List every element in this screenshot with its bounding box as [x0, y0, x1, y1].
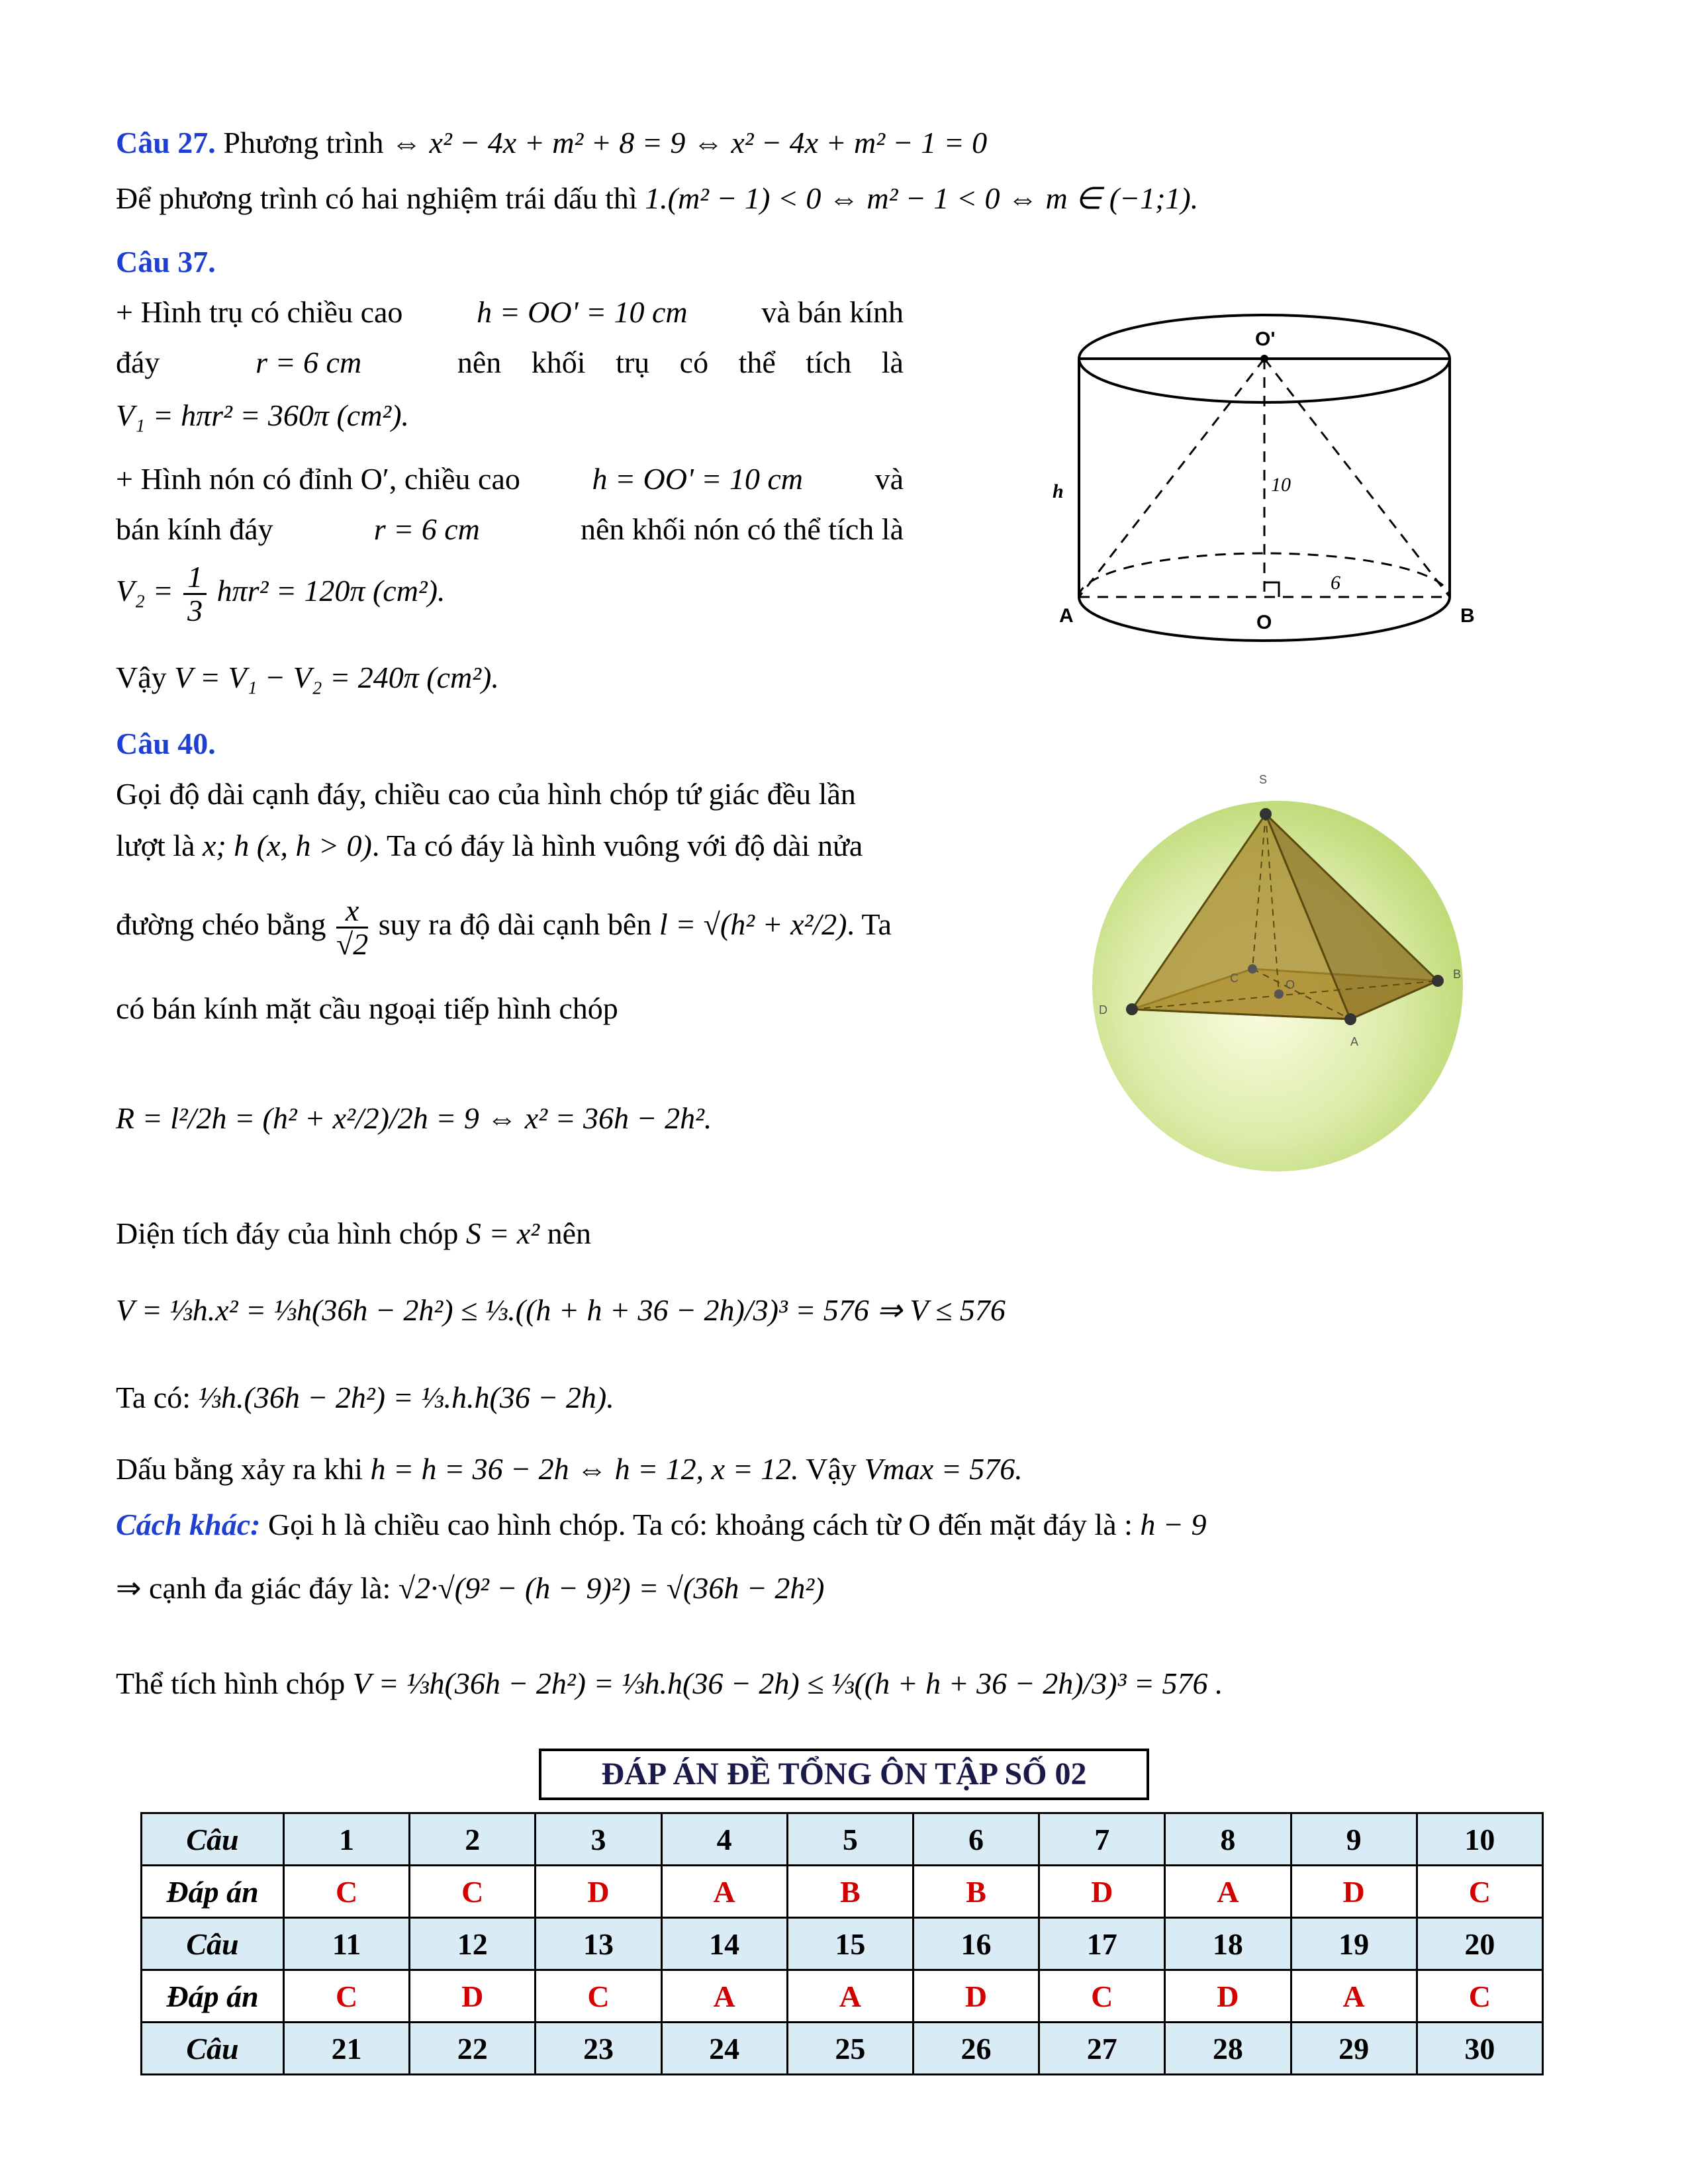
- answer-cell: A: [1291, 1970, 1417, 2023]
- q27-line2: [116, 179, 1198, 218]
- q37-p2a-math: h = OO' = 10 cm: [592, 462, 803, 496]
- q37-p2b-text: bán kính đáy: [116, 512, 273, 546]
- label-s: S: [1259, 773, 1268, 786]
- table-row: [142, 2023, 1543, 2075]
- q-num: 8: [1165, 1813, 1291, 1866]
- answer-cell: D: [536, 1866, 661, 1918]
- q-label: Câu: [142, 1813, 284, 1866]
- q-num: 7: [1039, 1813, 1165, 1866]
- point-a: [1344, 1013, 1356, 1025]
- answer-cell: C: [284, 1970, 410, 2023]
- q40-vay: Vậy: [806, 1452, 857, 1486]
- q37-v2-num: 1: [183, 561, 207, 595]
- q40-area-end: nên: [547, 1216, 592, 1250]
- answer-cell: D: [913, 1970, 1039, 2023]
- answer-table: [140, 1812, 1544, 2075]
- q37-p1b: [116, 343, 904, 383]
- answer-cell: A: [1165, 1866, 1291, 1918]
- q-num: 12: [410, 1918, 536, 1970]
- q37-v1: V₁ = hπr² = 360π (cm²).: [116, 398, 410, 432]
- q40-dau-bang-math: h = h = 36 − 2h ⇔ h = 12, x = 12.: [370, 1452, 799, 1486]
- cylinder-cone-figure: [1053, 298, 1476, 668]
- q-label: Câu: [142, 1918, 284, 1970]
- q40-area-math: S = x²: [465, 1216, 540, 1250]
- q-num: 19: [1291, 1918, 1417, 1970]
- q40-area-text: Diện tích đáy của hình chóp: [116, 1216, 459, 1250]
- cone-right-generatrix: [1264, 359, 1450, 597]
- a-label: Đáp án: [142, 1866, 284, 1918]
- q40-canh-math: √2·√(9² − (h − 9)²) = √(36h − 2h²): [398, 1571, 825, 1605]
- label-o: O: [1286, 978, 1295, 991]
- q40-l3-den: √2: [336, 927, 369, 961]
- q27-line2-math: 1.(m² − 1) < 0 ⇔ m² − 1 < 0 ⇔ m ∈ (−1;1).: [645, 181, 1199, 215]
- q37-v2-right: hπr² = 120π (cm²).: [216, 574, 445, 608]
- q-num: 29: [1291, 2023, 1417, 2075]
- answer-cell: A: [661, 1866, 787, 1918]
- q27-line2-text: Để phương trình có hai nghiệm trái dấu thì: [116, 181, 637, 215]
- q40-cach-khac-text: Gọi h là chiều cao hình chóp. Ta có: khoảng cách từ O đến mặt đáy là :: [268, 1508, 1133, 1541]
- table-row: [142, 1918, 1543, 1970]
- label-o-prime: O': [1255, 328, 1276, 350]
- q-label: Câu: [142, 2023, 284, 2075]
- q-num: 2: [410, 1813, 536, 1866]
- answers-title: ĐÁP ÁN ĐỀ TỔNG ÔN TẬP SỐ 02: [539, 1749, 1149, 1800]
- q37-v2: [116, 561, 445, 627]
- q37-conclusion-math: V = V₁ − V₂ = 240π (cm²).: [174, 660, 499, 694]
- q-num: 26: [913, 2023, 1039, 2075]
- q40-l3a: đường chéo bằng: [116, 907, 326, 942]
- q-num: 30: [1417, 2023, 1542, 2075]
- pyramid-sphere-figure: [1072, 768, 1483, 1185]
- q-num: 21: [284, 2023, 410, 2075]
- q-num: 4: [661, 1813, 787, 1866]
- cone-left-generatrix: [1079, 359, 1264, 597]
- a-label: Đáp án: [142, 1970, 284, 2023]
- q-num: 9: [1291, 1813, 1417, 1866]
- answer-cell: C: [1417, 1970, 1542, 2023]
- q40-l2a: lượt là: [116, 829, 195, 862]
- point-d: [1126, 1003, 1138, 1015]
- point-b: [1432, 975, 1444, 987]
- label-h: h: [1053, 480, 1064, 502]
- q40-l3-frac: [336, 895, 368, 960]
- q40-l3b: suy ra độ dài cạnh bên: [378, 907, 652, 942]
- q40-area: [116, 1214, 591, 1253]
- label-a: A: [1059, 605, 1074, 627]
- q40-l2: [116, 826, 863, 866]
- table-row: [142, 1813, 1543, 1866]
- q40-l4: có bán kính mặt cầu ngoại tiếp hình chóp: [116, 991, 618, 1025]
- q37-p1a: [116, 293, 904, 332]
- answer-cell: D: [1291, 1866, 1417, 1918]
- q-num: 17: [1039, 1918, 1165, 1970]
- q37-v2-left: V₂ =: [116, 574, 173, 608]
- label-a: A: [1350, 1035, 1359, 1048]
- q-num: 6: [913, 1813, 1039, 1866]
- q37-p2b: [116, 510, 904, 549]
- q40-cach-khac-label: Cách khác:: [116, 1508, 261, 1541]
- label-b: B: [1460, 605, 1475, 627]
- q37-v2-den: 3: [187, 594, 203, 627]
- q-num: 13: [536, 1918, 661, 1970]
- q-num: 11: [284, 1918, 410, 1970]
- q-num: 3: [536, 1813, 661, 1866]
- q40-cach-khac: [116, 1505, 1206, 1545]
- answer-cell: C: [1417, 1866, 1542, 1918]
- q-num: 1: [284, 1813, 410, 1866]
- q40-l2b: . Ta có đáy là hình vuông với độ dài nửa: [371, 829, 863, 862]
- answer-cell: B: [787, 1866, 913, 1918]
- q-num: 5: [787, 1813, 913, 1866]
- q27-title: Câu 27.: [116, 126, 216, 159]
- answer-cell: C: [536, 1970, 661, 2023]
- q37-p2b-math: r = 6 cm: [373, 512, 480, 546]
- right-angle-mark: [1264, 582, 1279, 597]
- q40-l3-num: x: [336, 895, 368, 929]
- q27-line1-math: ⇔ x² − 4x + m² + 8 = 9 ⇔ x² − 4x + m² − 1 = 0: [391, 126, 988, 159]
- answer-cell: C: [1039, 1970, 1165, 2023]
- point-o-prime: [1260, 355, 1268, 363]
- q37-p1a-math: h = OO' = 10 cm: [477, 295, 688, 329]
- q37-p1b-math: r = 6 cm: [256, 345, 362, 379]
- answer-cell: A: [787, 1970, 913, 2023]
- q37-p1a-end: và bán kính: [761, 295, 904, 329]
- q40-taco: [116, 1378, 614, 1418]
- label-o: O: [1256, 612, 1272, 633]
- q-num: 16: [913, 1918, 1039, 1970]
- q37-conclusion: [116, 658, 499, 698]
- label-six: 6: [1331, 572, 1340, 594]
- q37-p2a-text: + Hình nón có đỉnh O′, chiều cao: [116, 462, 520, 496]
- q-num: 14: [661, 1918, 787, 1970]
- q37-title: Câu 37.: [116, 245, 216, 279]
- label-d: D: [1099, 1003, 1107, 1017]
- q-num: 24: [661, 2023, 787, 2075]
- q37-p2a: [116, 459, 904, 499]
- q40-l3: [116, 895, 892, 960]
- q40-cach-khac-math: h − 9: [1140, 1508, 1207, 1541]
- q40-dau-bang-text: Dấu bằng xảy ra khi: [116, 1452, 363, 1486]
- q40-the-tich-math: V = ⅓h(36h − 2h²) = ⅓h.h(36 − 2h) ≤ ⅓((h + h + 36 − 2h)/3)³ = 576 .: [352, 1666, 1223, 1700]
- q40-dau-bang: [116, 1449, 1023, 1489]
- q37-v2-frac: [183, 561, 207, 627]
- answer-cell: B: [913, 1866, 1039, 1918]
- q40-the-tich-text: Thể tích hình chóp: [116, 1666, 346, 1700]
- answer-cell: D: [1039, 1866, 1165, 1918]
- answer-cell: D: [410, 1970, 536, 2023]
- q-num: 27: [1039, 2023, 1165, 2075]
- q40-canh: [116, 1569, 825, 1608]
- answer-cell: C: [284, 1866, 410, 1918]
- label-b: B: [1453, 968, 1462, 981]
- q37-p1b-end: nên khối trụ có thể tích là: [457, 345, 904, 379]
- q-num: 22: [410, 2023, 536, 2075]
- q-num: 15: [787, 1918, 913, 1970]
- point-c: [1248, 964, 1257, 974]
- table-row: [142, 1866, 1543, 1918]
- label-c: C: [1230, 972, 1239, 985]
- q-num: 10: [1417, 1813, 1542, 1866]
- q40-title: Câu 40.: [116, 727, 216, 760]
- q40-taco-math: ⅓h.(36h − 2h²) = ⅓.h.h(36 − 2h).: [198, 1381, 614, 1414]
- q-num: 18: [1165, 1918, 1291, 1970]
- table-row: [142, 1970, 1543, 2023]
- answer-cell: A: [661, 1970, 787, 2023]
- q37-p1b-text: đáy: [116, 345, 160, 379]
- q37-conclusion-text: Vậy: [116, 660, 167, 694]
- q37-p2b-end: nên khối nón có thể tích là: [581, 512, 904, 546]
- q-num: 20: [1417, 1918, 1542, 1970]
- q37-p1a-text: + Hình trụ có chiều cao: [116, 295, 403, 329]
- q40-canh-text: ⇒ cạnh đa giác đáy là:: [116, 1571, 391, 1605]
- q40-l1: Gọi độ dài cạnh đáy, chiều cao của hình chóp tứ giác đều lần: [116, 777, 856, 811]
- q27-line1-text: Phương trình: [223, 126, 384, 159]
- q-num: 23: [536, 2023, 661, 2075]
- q40-r-formula: R = l²/2h = (h² + x²/2)/2h = 9 ⇔ x² = 36h − 2h².: [116, 1101, 712, 1135]
- answer-cell: C: [410, 1866, 536, 1918]
- q37-p2a-end: và: [874, 462, 904, 496]
- q27-line1: [116, 123, 987, 163]
- answer-cell: D: [1165, 1970, 1291, 2023]
- point-o: [1274, 989, 1284, 999]
- q40-l3-math: l = √(h² + x²/2): [659, 907, 847, 942]
- q40-the-tich: [116, 1664, 1223, 1704]
- q40-vmax: Vmax = 576.: [864, 1452, 1023, 1486]
- q-num: 28: [1165, 2023, 1291, 2075]
- q40-v-inequality: V = ⅓h.x² = ⅓h(36h − 2h²) ≤ ⅓.((h + h + 36 − 2h)/3)³ = 576 ⇒ V ≤ 576: [116, 1293, 1006, 1327]
- q40-l3c: . Ta: [847, 907, 892, 942]
- q-num: 25: [787, 2023, 913, 2075]
- point-s: [1260, 808, 1272, 820]
- q40-taco-text: Ta có:: [116, 1381, 191, 1414]
- label-ten: 10: [1271, 474, 1291, 496]
- q40-l2-math: x; h (x, h > 0): [203, 829, 372, 862]
